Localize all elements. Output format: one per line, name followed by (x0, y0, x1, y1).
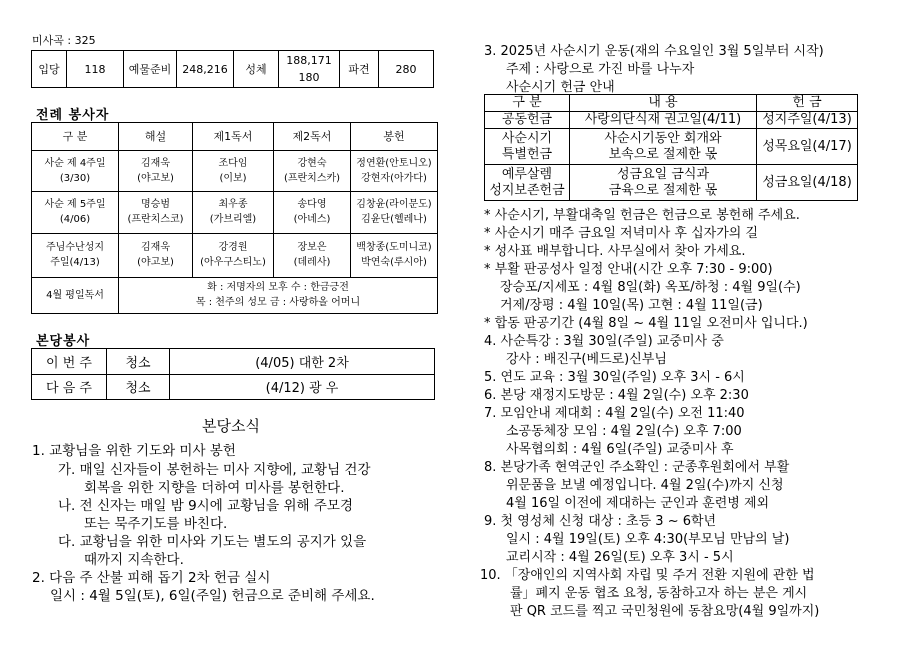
header-cell: 헌 금 (757, 95, 858, 112)
news-item: 또는 묵주기도를 바친다. (84, 516, 228, 532)
news-item: * 합동 판공기간 (4월 8일 ~ 4월 11일 오전미사 입니다.) (484, 316, 808, 331)
header-cell: 구 분 (485, 95, 570, 112)
table-cell: 이 번 주 (32, 349, 107, 375)
table-cell: 청소 (107, 349, 170, 375)
news-item: 8. 본당가족 현역군인 주소확인 : 군종후원회에서 부활 (484, 460, 790, 475)
table-row (32, 374, 435, 400)
offering-label: 입당 (32, 51, 67, 88)
offering-count-table (31, 50, 434, 88)
table-row (32, 233, 438, 277)
table-cell: (4/12) 광 우 (170, 374, 435, 400)
news-item: 7. 모임안내 제대회 : 4월 2일(수) 오전 11:40 (484, 406, 745, 421)
news-item: 3. 2025년 사순시기 운동(재의 수요일인 3월 5일부터 시작) (484, 44, 824, 59)
news-title: 본당소식 (202, 417, 260, 435)
news-item: 일시 : 4월 19일(토) 오후 4:30(부모님 만남의 날) (506, 532, 790, 547)
table-header-row (485, 95, 858, 112)
offering-label: 성체 (234, 51, 279, 88)
table-row (485, 112, 858, 129)
table-cell: 정연환(안토니오) 강현자(아가다) (351, 151, 438, 192)
news-item: 9. 첫 영성체 신청 대상 : 초등 3 ~ 6학년 (484, 514, 717, 529)
news-item: 사목협의회 : 4월 6일(주일) 교중미사 후 (506, 442, 734, 457)
table-cell: 사순 제 5주일 (4/06) (32, 192, 119, 233)
table-cell: 사순시기동안 회개와 보속으로 절제한 몫 (570, 129, 757, 165)
table-cell: 성지주일(4/13) (757, 112, 858, 129)
news-item: 6. 본당 재정지도방문 : 4월 2일(수) 오후 2:30 (484, 388, 749, 403)
news-item: 사순시기 헌금 안내 (506, 80, 615, 95)
weekday-reading-label: 4월 평일독서 (32, 277, 119, 313)
news-item: * 부활 판공성사 일정 안내(시간 오후 7:30 - 9:00) (484, 262, 773, 277)
header-cell: 제2독서 (274, 123, 351, 151)
table-cell: 사순 제 4주일 (3/30) (32, 151, 119, 192)
table-cell: 백창종(도미니코) 박연숙(루시아) (351, 233, 438, 277)
news-item: 4. 사순특강 : 3월 30일(주일) 교중미사 중 (484, 334, 724, 349)
weekday-reading-cell: 화 : 저명자의 모후 수 : 한금긍전 목 : 천주의 성모 금 : 사랑하올 어머니 (119, 277, 438, 313)
mass-number: 미사곡 : 325 (32, 34, 96, 47)
news-item: 소공동체장 모임 : 4월 2일(수) 오후 7:00 (506, 424, 742, 439)
news-item: 회복을 위한 지향을 더하여 미사를 봉헌한다. (84, 480, 345, 496)
table-cell: 청소 (107, 374, 170, 400)
news-item: 교리시작 : 4월 26일(토) 오후 3시 - 5시 (506, 550, 734, 565)
table-cell: 성목요일(4/17) (757, 129, 858, 165)
offering-label: 파견 (340, 51, 379, 88)
header-cell: 봉헌 (351, 123, 438, 151)
news-item: 주제 : 사랑으로 가진 바를 나누자 (506, 62, 695, 77)
news-item: 2. 다음 주 산불 피해 돕기 2차 헌금 실시 (32, 570, 271, 586)
news-item: 가. 매일 신자들이 봉헌하는 미사 지향에, 교황님 건강 (58, 462, 371, 478)
table-cell: 송다영 (아녜스) (274, 192, 351, 233)
news-item: 위문품을 보낼 예정입니다. 4월 2일(수)까지 신청 (506, 478, 784, 493)
parish-service-table (31, 348, 435, 400)
table-row (32, 192, 438, 233)
news-item: 4월 16일 이전에 제대하는 군인과 훈련병 제외 (506, 496, 770, 511)
table-cell: 김재욱 (야고보) (119, 233, 193, 277)
table-row (32, 349, 435, 375)
news-item: 1. 교황님을 위한 기도와 미사 봉헌 (32, 443, 236, 459)
news-item: 률」폐지 운동 협조 요청, 동참하고자 하는 분은 게시 (510, 586, 808, 601)
table-row (32, 277, 438, 313)
news-item: 다. 교황님을 위한 미사와 기도는 별도의 공지가 있을 (58, 534, 367, 550)
parish-service-title: 본당봉사 (36, 334, 91, 349)
offering-value: 118 (67, 51, 124, 88)
table-cell: 강경원 (아우구스티노) (193, 233, 274, 277)
header-cell: 해설 (119, 123, 193, 151)
news-item: * 사순시기, 부활대축일 헌금은 헌금으로 봉헌해 주세요. (484, 208, 800, 223)
table-cell: 성금요일 금식과 금육으로 절제한 몫 (570, 165, 757, 201)
table-cell: 주님수난성지 주일(4/13) (32, 233, 119, 277)
table-cell: 최우종 (가브리엘) (193, 192, 274, 233)
offering-label: 예물준비 (124, 51, 177, 88)
table-cell: 예루살렘 성지보존헌금 (485, 165, 570, 201)
news-item: 10. 「장애인의 지역사회 자립 및 주거 전환 지원에 관한 법 (480, 568, 815, 583)
ministers-table (31, 122, 438, 314)
table-header-row (32, 123, 438, 151)
lent-offering-table (484, 94, 858, 201)
header-cell: 내 용 (570, 95, 757, 112)
news-item: 일시 : 4월 5일(토), 6일(주일) 헌금으로 준비해 주세요. (50, 588, 375, 604)
news-item: 장승포/지세포 : 4월 8일(화) 옥포/하청 : 4월 9일(수) (500, 280, 801, 295)
news-item: 강사 : 배진구(베드로)신부님 (506, 352, 667, 367)
table-row (32, 151, 438, 192)
news-item: * 성사표 배부합니다. 사무실에서 찾아 가세요. (484, 244, 746, 259)
table-cell: 사랑의단식재 권고일(4/11) (570, 112, 757, 129)
news-item: 나. 전 신자는 매일 밤 9시에 교황님을 위해 주모경 (58, 498, 353, 514)
news-item: 판 QR 코드를 찍고 국민청원에 동참요망(4월 9일까지) (510, 604, 820, 619)
table-cell: 김창윤(라이문도) 김윤단(헬레나) (351, 192, 438, 233)
table-row (485, 165, 858, 201)
offering-value: 188,171 180 (279, 51, 340, 88)
table-cell: (4/05) 대한 2차 (170, 349, 435, 375)
table-row (485, 129, 858, 165)
offering-value: 280 (379, 51, 434, 88)
table-cell: 성금요일(4/18) (757, 165, 858, 201)
news-item: 5. 연도 교육 : 3월 30일(주일) 오후 3시 - 6시 (484, 370, 745, 385)
ministers-title: 전례 봉사자 (36, 108, 110, 123)
table-cell: 명승범 (프란치스코) (119, 192, 193, 233)
news-item: 때까지 지속한다. (84, 552, 184, 568)
table-cell: 사순시기 특별헌금 (485, 129, 570, 165)
table-cell: 다 음 주 (32, 374, 107, 400)
table-cell: 조다임 (이보) (193, 151, 274, 192)
table-cell: 강현숙 (프란치스카) (274, 151, 351, 192)
table-cell: 공동헌금 (485, 112, 570, 129)
offering-value: 248,216 (177, 51, 234, 88)
table-cell: 장보은 (데레사) (274, 233, 351, 277)
news-item: * 사순시기 매주 금요일 저녁미사 후 십자가의 길 (484, 226, 759, 241)
news-item: 거제/장평 : 4월 10일(목) 고현 : 4월 11일(금) (500, 298, 763, 313)
header-cell: 구 분 (32, 123, 119, 151)
table-cell: 김재욱 (야고보) (119, 151, 193, 192)
header-cell: 제1독서 (193, 123, 274, 151)
